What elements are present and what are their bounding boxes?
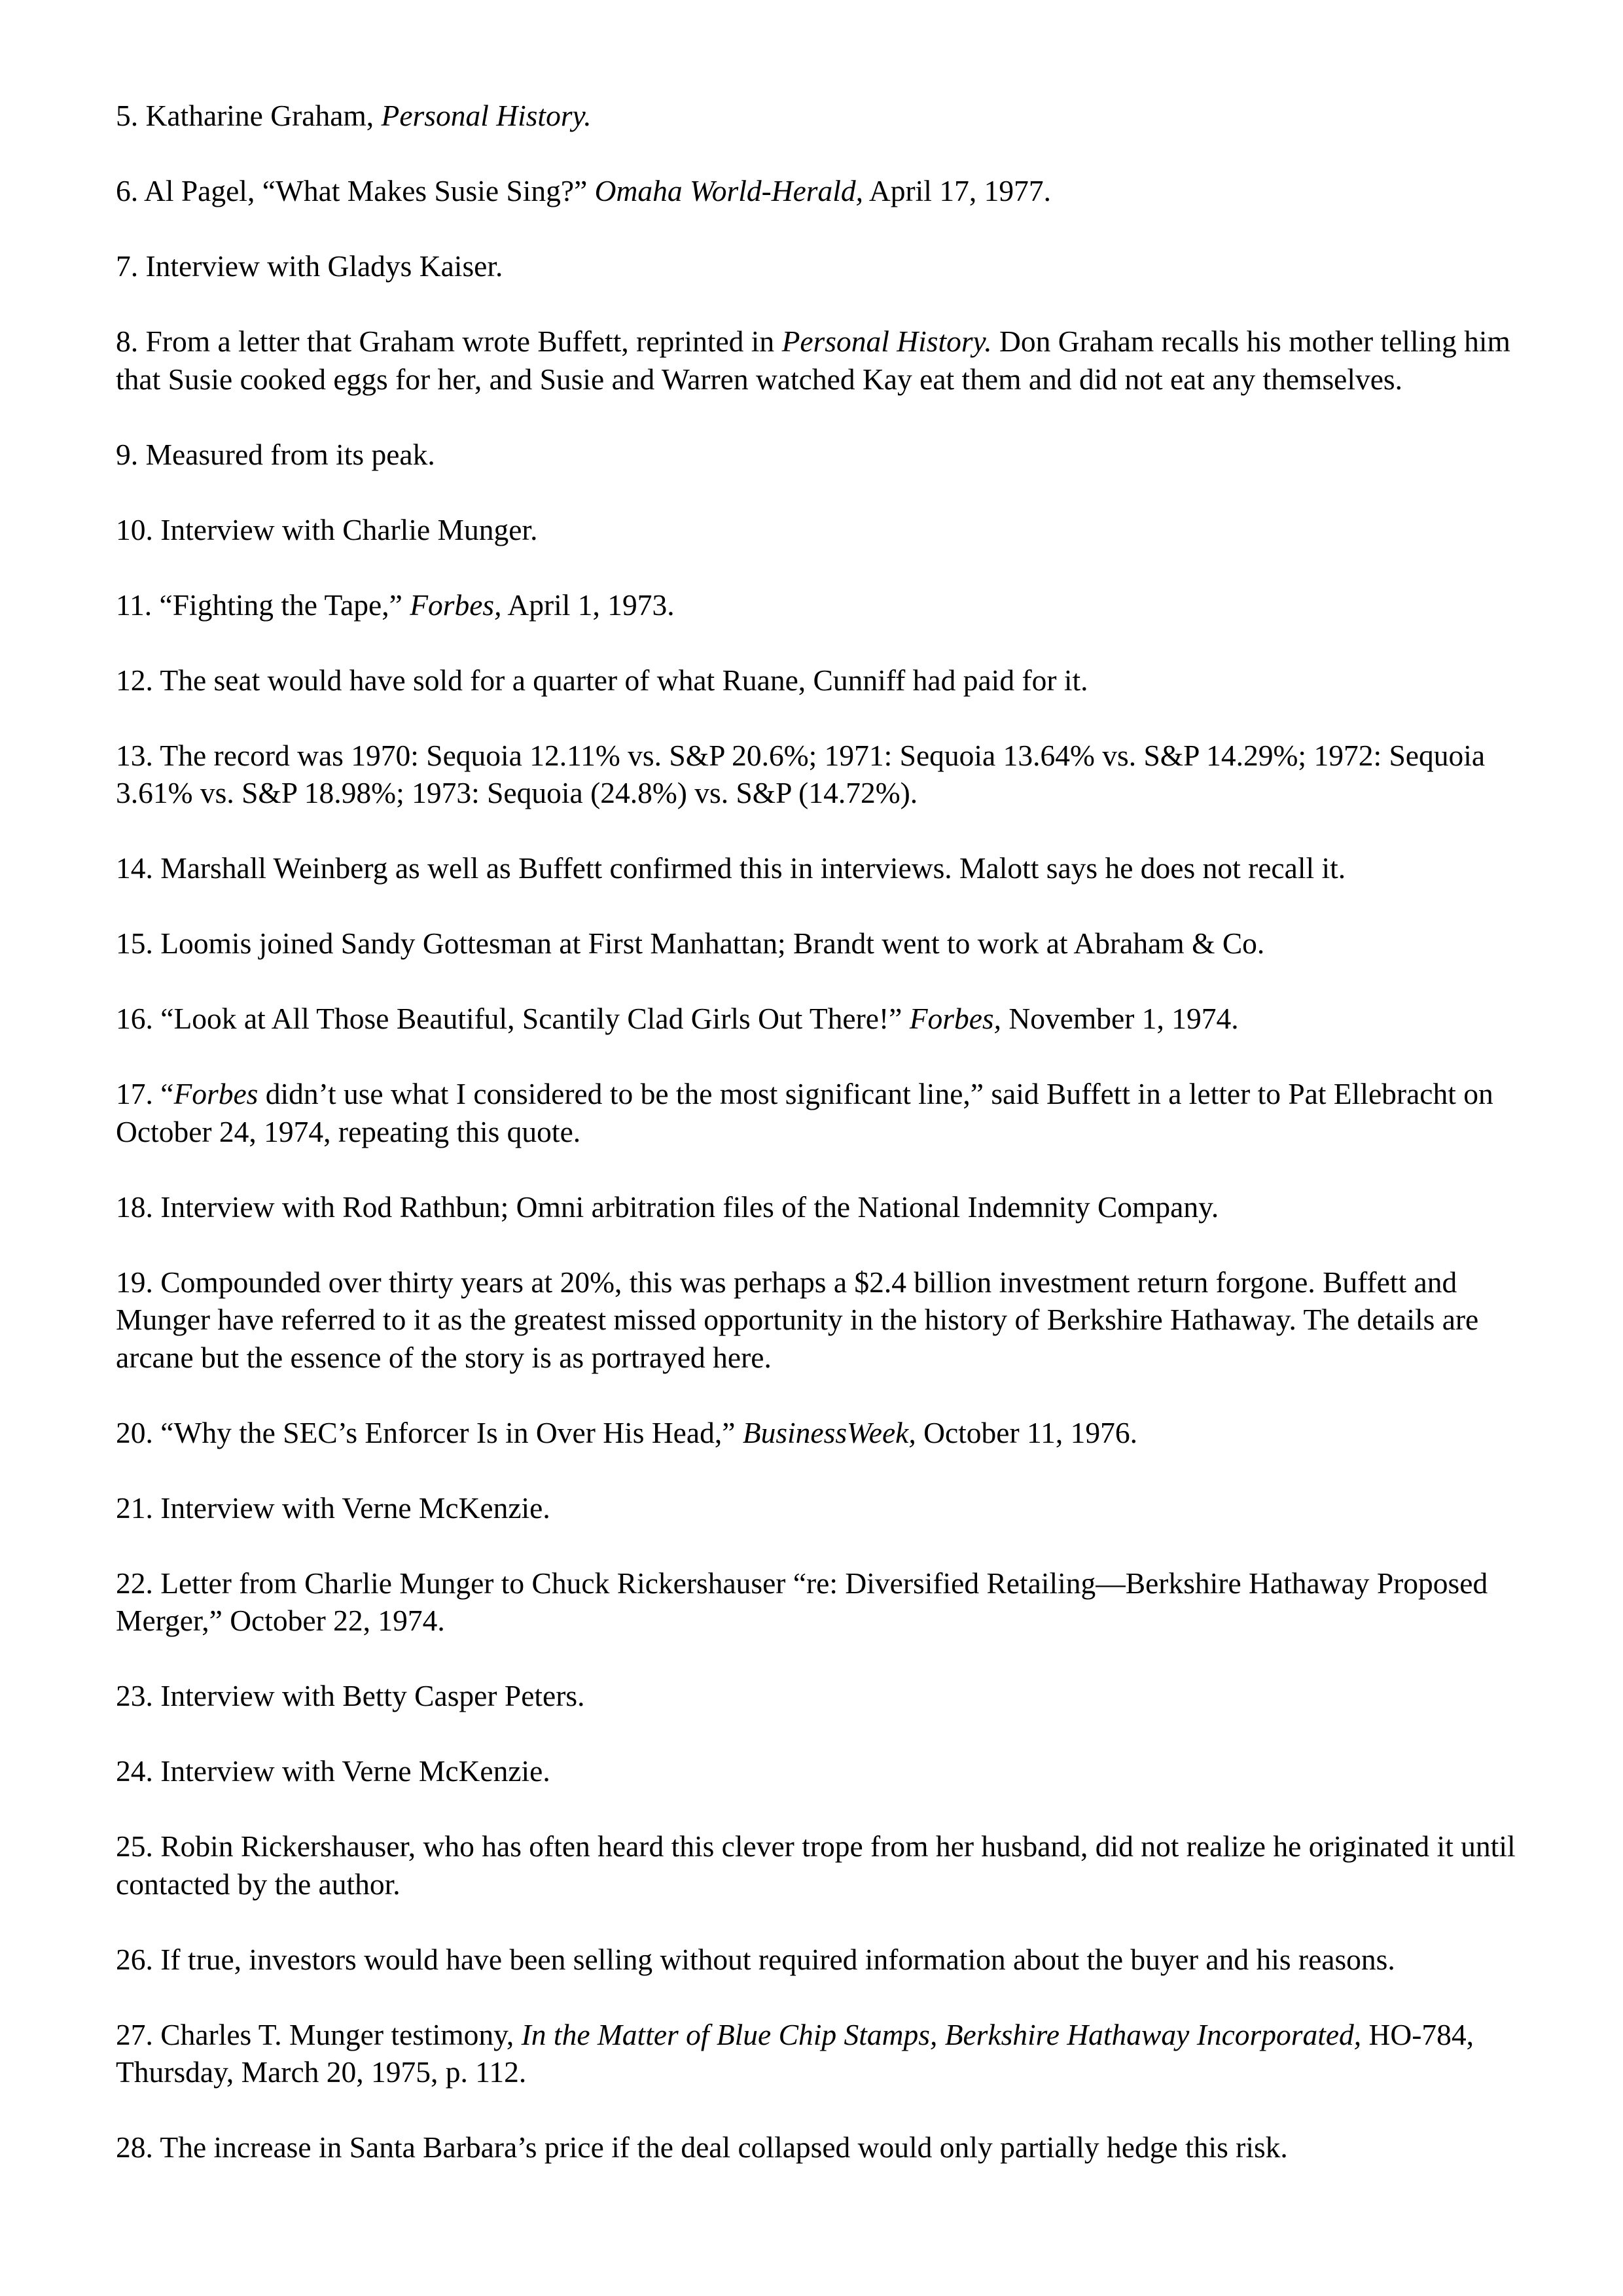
- endnote-text: 7. Interview with Gladys Kaiser.: [116, 249, 503, 283]
- endnote-text: 10. Interview with Charlie Munger.: [116, 512, 538, 546]
- endnote-italic-text: Personal History.: [781, 325, 992, 358]
- endnote-italic-text: Personal History.: [381, 99, 592, 132]
- endnote-italic-text: In the Matter of Blue Chip Stamps, Berkshire Hathaway Incorporated,: [521, 2017, 1362, 2051]
- endnote-text: 13. The record was 1970: Sequoia 12.11% vs. S&P 20.6%; 1971: Sequoia 13.64% vs. S&P 14.29%; 1972: Sequoia 3.61% vs. S&P 18.98%; 1973: Sequoia (24.8%) vs. S&P (14.72%).: [116, 738, 1486, 809]
- endnote: [116, 323, 1529, 398]
- endnote-italic-text: BusinessWeek,: [742, 1415, 916, 1449]
- endnote-text: 19. Compounded over thirty years at 20%, this was perhaps a $2.4 billion investment return forgone. Buffett and Munger have referred to it as the greatest missed opportunity in the history of Berkshire Hathaway. The details are arcane but the essence of the story is as portrayed here.: [116, 1265, 1479, 1374]
- endnote-text: 9. Measured from its peak.: [116, 437, 435, 471]
- endnote: [116, 1828, 1529, 1903]
- endnote-text: 8. From a letter that Graham wrote Buffett, reprinted in: [116, 325, 782, 358]
- endnote: [116, 1941, 1529, 1979]
- endnote-text: 27. Charles T. Munger testimony,: [116, 2017, 522, 2051]
- endnote-text: 5. Katharine Graham,: [116, 99, 382, 132]
- endnote-italic-text: Forbes: [173, 1077, 259, 1110]
- endnote: [116, 511, 1529, 549]
- endnote: [116, 97, 1529, 135]
- endnote-text: 25. Robin Rickershauser, who has often heard this clever trope from her husband, did not realize he originated it until contacted by the author.: [116, 1829, 1516, 1901]
- endnote-text: 20. “Why the SEC’s Enforcer Is in Over His Head,”: [116, 1415, 743, 1449]
- endnote-text: 15. Loomis joined Sandy Gottesman at First Manhattan; Brandt went to work at Abraham & Co.: [116, 927, 1265, 960]
- endnote: [116, 436, 1529, 474]
- endnote-italic-text: Forbes,: [410, 588, 502, 622]
- endnote: [116, 2016, 1529, 2091]
- endnote-text: 21. Interview with Verne McKenzie.: [116, 1491, 550, 1525]
- endnote-text: 24. Interview with Verne McKenzie.: [116, 1754, 550, 1788]
- endnote-text: 22. Letter from Charlie Munger to Chuck Rickershauser “re: Diversified Retailing—Berkshire Hathaway Proposed Merger,” October 22, 1974.: [116, 1566, 1488, 1637]
- endnote-text: April 1, 1973.: [501, 588, 675, 622]
- endnote: [116, 172, 1529, 210]
- endnotes-list: [116, 97, 1529, 2166]
- endnote: [116, 1677, 1529, 1715]
- endnote: [116, 1000, 1529, 1038]
- endnote: [116, 586, 1529, 624]
- endnote-text: didn’t use what I considered to be the most significant line,” said Buffett in a letter to Pat Ellebracht on October 24, 1974, repeating this quote.: [116, 1077, 1493, 1148]
- endnote-text: 11. “Fighting the Tape,”: [116, 588, 410, 622]
- endnote-text: 26. If true, investors would have been selling without required information about the buyer and his reasons.: [116, 1942, 1395, 1976]
- endnote-text: 16. “Look at All Those Beautiful, Scantily Clad Girls Out There!”: [116, 1002, 910, 1035]
- endnote-text: 23. Interview with Betty Casper Peters.: [116, 1679, 585, 1712]
- endnote-text: October 11, 1976.: [916, 1415, 1137, 1449]
- endnote: [116, 1752, 1529, 1790]
- endnote: [116, 737, 1529, 812]
- endnote: [116, 247, 1529, 285]
- endnote: [116, 1263, 1529, 1377]
- endnote-text: 28. The increase in Santa Barbara’s price if the deal collapsed would only partially hedge this risk.: [116, 2130, 1288, 2164]
- endnote: [116, 2128, 1529, 2166]
- endnote: [116, 1489, 1529, 1527]
- endnote-text: HO-784, Thursday, March 20, 1975, p. 112.: [116, 2017, 1474, 2089]
- endnote-text: 18. Interview with Rod Rathbun; Omni arbitration files of the National Indemnity Company.: [116, 1190, 1219, 1224]
- endnote: [116, 1564, 1529, 1640]
- endnote: [116, 1414, 1529, 1452]
- endnote-text: 14. Marshall Weinberg as well as Buffett confirmed this in interviews. Malott says he does not recall it.: [116, 851, 1346, 885]
- endnote-italic-text: Omaha World-Herald,: [594, 174, 864, 207]
- endnote: [116, 1188, 1529, 1226]
- endnote-text: 6. Al Pagel, “What Makes Susie Sing?”: [116, 174, 595, 207]
- endnote: [116, 1075, 1529, 1150]
- endnote-text: 12. The seat would have sold for a quarter of what Ruane, Cunniff had paid for it.: [116, 663, 1088, 697]
- endnote: [116, 925, 1529, 963]
- endnote-text: Don Graham recalls his mother telling him that Susie cooked eggs for her, and Susie and Warren watched Kay eat them and did not eat any themselves.: [116, 325, 1510, 396]
- endnote-text: April 17, 1977.: [863, 174, 1051, 207]
- endnote-text: 17. “: [116, 1077, 174, 1110]
- endnote-text: November 1, 1974.: [1001, 1002, 1239, 1035]
- endnote: [116, 662, 1529, 699]
- endnote: [116, 849, 1529, 887]
- endnote-italic-text: Forbes,: [909, 1002, 1001, 1035]
